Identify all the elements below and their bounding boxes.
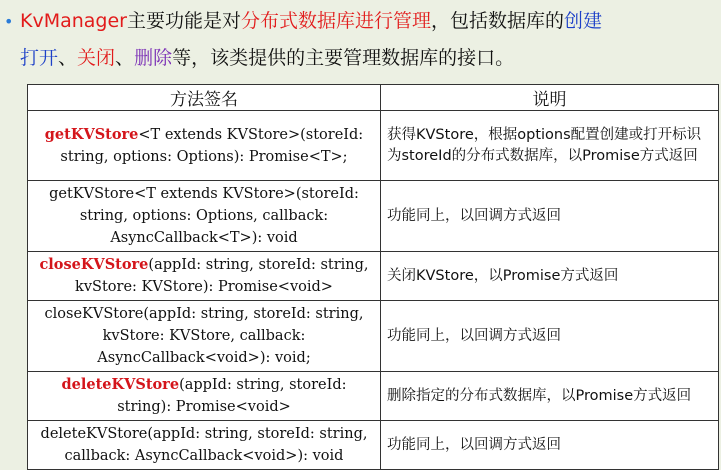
- bullet: •: [4, 12, 14, 31]
- method-params: (appId: string, storeId: string): Promise<void>: [117, 377, 347, 415]
- signature-cell: [28, 372, 381, 421]
- method-name: deleteKVStore: [61, 376, 180, 393]
- method-params: <T extends KVStore>(storeId: string, options: Options): Promise<T>;: [60, 126, 364, 165]
- intro-seg: 主要功能是对: [127, 10, 242, 32]
- signature-cell: [28, 301, 381, 372]
- method-params: (appId: string, storeId: string, callback: AsyncCallback<void>): void: [64, 426, 368, 464]
- intro-seg: 等，该类提供的主要管理数据库的接口。: [172, 47, 515, 69]
- intro-seg: 、: [58, 47, 78, 69]
- intro-seg: 创建: [564, 10, 603, 32]
- header-description: 说明: [381, 85, 719, 111]
- intro-seg: 关闭: [77, 47, 116, 69]
- method-name: getKVStore: [44, 125, 139, 143]
- table-row: [28, 181, 719, 252]
- signature-cell: [28, 421, 381, 470]
- intro-seg: 分布式数据库进行管理: [241, 10, 432, 32]
- description-cell: 功能同上，以回调方式返回: [381, 421, 719, 470]
- signature-cell: [28, 111, 381, 181]
- intro-seg: KvManager: [20, 10, 127, 32]
- intro-seg: 、: [115, 47, 135, 69]
- method-params: (appId: string, storeId: string, kvStore: KVStore): Promise<void>: [75, 257, 369, 295]
- method-name: getKVStore: [49, 186, 135, 202]
- header-signature: 方法签名: [28, 85, 381, 111]
- header-row: [28, 85, 719, 111]
- description-cell: 功能同上，以回调方式返回: [381, 181, 719, 252]
- method-params: <T extends KVStore>(storeId: string, options: Options, callback: AsyncCallback<T>): void: [79, 186, 359, 246]
- table-row: [28, 421, 719, 470]
- intro-seg: 删除: [134, 47, 173, 69]
- api-table: [27, 84, 719, 470]
- description-cell: 关闭KVStore，以Promise方式返回: [381, 252, 719, 301]
- description-cell: 删除指定的分布式数据库，以Promise方式返回: [381, 372, 719, 421]
- intro-line-2: [20, 41, 514, 75]
- table-row: [28, 372, 719, 421]
- method-name: deleteKVStore: [40, 426, 148, 442]
- intro-seg: 打开: [20, 47, 59, 69]
- signature-cell: [28, 181, 381, 252]
- method-params: (appId: string, storeId: string, kvStore: KVStore, callback: AsyncCallback<void>): void;: [97, 306, 364, 366]
- table-row: [28, 111, 719, 181]
- table-row: [28, 252, 719, 301]
- intro-line-1: [20, 4, 602, 38]
- description-cell: 功能同上，以回调方式返回: [381, 301, 719, 372]
- intro-seg: ，包括数据库的: [431, 10, 565, 32]
- description-cell: 获得KVStore，根据options配置创建或打开标识为storeId的分布式数据库，以Promise方式返回: [381, 111, 719, 181]
- table-row: [28, 301, 719, 372]
- method-name: closeKVStore: [39, 256, 149, 273]
- method-name: closeKVStore: [44, 306, 144, 322]
- signature-cell: [28, 252, 381, 301]
